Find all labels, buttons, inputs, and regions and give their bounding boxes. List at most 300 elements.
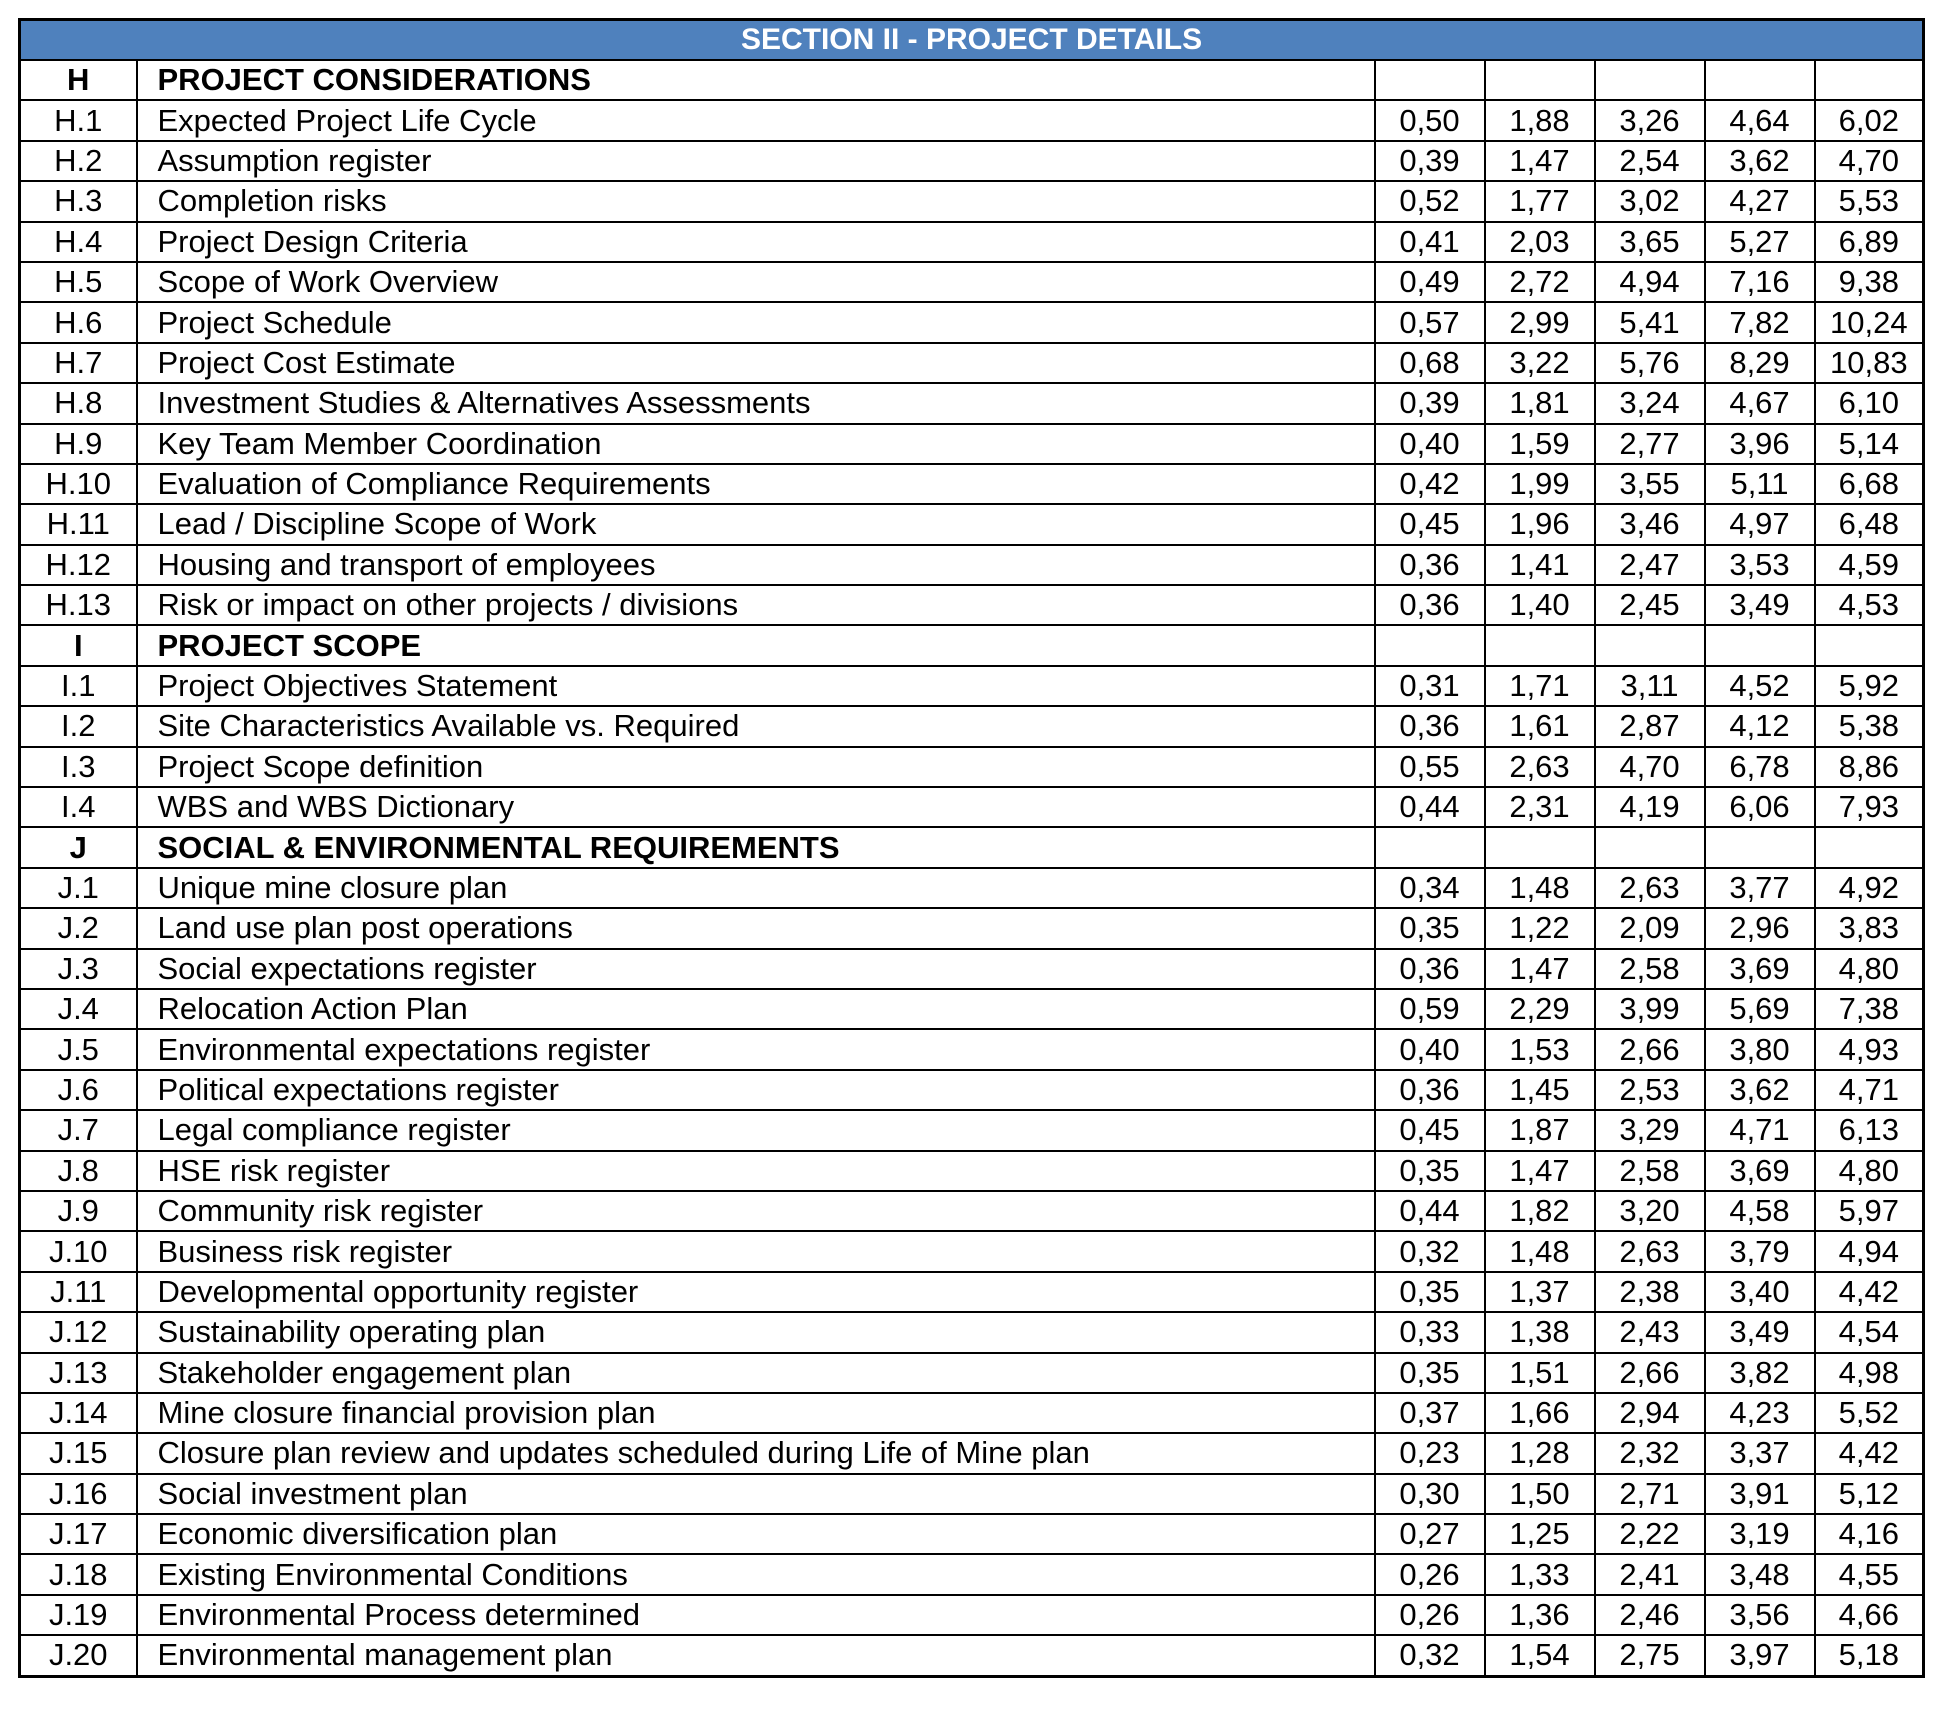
item-code: H.3	[20, 181, 137, 221]
table-row	[20, 100, 1924, 140]
value-cell-1: 0,27	[1375, 1514, 1485, 1554]
item-description: Environmental expectations register	[137, 1029, 1375, 1069]
value-cell-3: 2,47	[1595, 545, 1705, 585]
value-cell-2: 1,77	[1485, 181, 1595, 221]
item-code: J.4	[20, 989, 137, 1029]
value-cell-3: 3,99	[1595, 989, 1705, 1029]
value-cell-4: 4,58	[1705, 1191, 1815, 1231]
table-row	[20, 1231, 1924, 1271]
value-cell-1: 0,32	[1375, 1231, 1485, 1271]
item-description: Assumption register	[137, 141, 1375, 181]
item-code: J.20	[20, 1635, 137, 1676]
value-cell-5: 4,92	[1815, 868, 1924, 908]
table-row	[20, 464, 1924, 504]
value-cell-3: 3,29	[1595, 1110, 1705, 1150]
value-cell-4: 3,49	[1705, 585, 1815, 625]
table-row	[20, 1353, 1924, 1393]
value-cell-2: 1,38	[1485, 1312, 1595, 1352]
value-cell-4: 3,49	[1705, 1312, 1815, 1352]
item-description: Environmental Process determined	[137, 1595, 1375, 1635]
value-cell-2: 1,28	[1485, 1433, 1595, 1473]
item-code: H.7	[20, 343, 137, 383]
table-row	[20, 1474, 1924, 1514]
value-cell-2: 1,51	[1485, 1353, 1595, 1393]
value-cell-4: 4,67	[1705, 383, 1815, 423]
section-title-label: PROJECT CONSIDERATIONS	[137, 60, 1375, 100]
item-code: H.6	[20, 302, 137, 342]
value-cell-5: 4,80	[1815, 949, 1924, 989]
value-cell-2	[1485, 827, 1595, 867]
value-cell-2: 2,29	[1485, 989, 1595, 1029]
table-row	[20, 949, 1924, 989]
value-cell-2: 1,22	[1485, 908, 1595, 948]
value-cell-4: 4,23	[1705, 1393, 1815, 1433]
value-cell-3: 3,65	[1595, 222, 1705, 262]
table-row	[20, 787, 1924, 827]
item-description: Social expectations register	[137, 949, 1375, 989]
item-description: Environmental management plan	[137, 1635, 1375, 1676]
value-cell-1: 0,59	[1375, 989, 1485, 1029]
value-cell-5: 7,93	[1815, 787, 1924, 827]
value-cell-3: 2,38	[1595, 1272, 1705, 1312]
value-cell-1: 0,36	[1375, 706, 1485, 746]
value-cell-1: 0,44	[1375, 1191, 1485, 1231]
table-row	[20, 1514, 1924, 1554]
value-cell-4: 5,69	[1705, 989, 1815, 1029]
value-cell-2: 2,72	[1485, 262, 1595, 302]
value-cell-5: 5,38	[1815, 706, 1924, 746]
value-cell-3: 2,54	[1595, 141, 1705, 181]
value-cell-2: 1,87	[1485, 1110, 1595, 1150]
value-cell-5: 4,71	[1815, 1070, 1924, 1110]
item-code: H.1	[20, 100, 137, 140]
value-cell-4	[1705, 625, 1815, 665]
value-cell-5: 4,54	[1815, 1312, 1924, 1352]
item-description: Existing Environmental Conditions	[137, 1554, 1375, 1594]
value-cell-3: 2,53	[1595, 1070, 1705, 1110]
value-cell-2: 1,45	[1485, 1070, 1595, 1110]
value-cell-5: 6,89	[1815, 222, 1924, 262]
value-cell-4: 3,56	[1705, 1595, 1815, 1635]
value-cell-1: 0,23	[1375, 1433, 1485, 1473]
value-cell-4: 3,69	[1705, 1151, 1815, 1191]
item-description: Developmental opportunity register	[137, 1272, 1375, 1312]
value-cell-1: 0,35	[1375, 1353, 1485, 1393]
value-cell-3: 2,71	[1595, 1474, 1705, 1514]
section-title-label: PROJECT SCOPE	[137, 625, 1375, 665]
value-cell-2: 1,25	[1485, 1514, 1595, 1554]
section-code: I	[20, 625, 137, 665]
item-description: Investment Studies & Alternatives Assessments	[137, 383, 1375, 423]
value-cell-3: 2,77	[1595, 424, 1705, 464]
item-code: J.18	[20, 1554, 137, 1594]
value-cell-2: 1,71	[1485, 666, 1595, 706]
table-row	[20, 222, 1924, 262]
table-row	[20, 585, 1924, 625]
project-details-table	[18, 18, 1925, 1678]
value-cell-3: 4,70	[1595, 747, 1705, 787]
value-cell-4: 7,16	[1705, 262, 1815, 302]
value-cell-5: 4,70	[1815, 141, 1924, 181]
item-description: Project Design Criteria	[137, 222, 1375, 262]
value-cell-2: 1,48	[1485, 1231, 1595, 1271]
value-cell-5: 9,38	[1815, 262, 1924, 302]
item-description: Stakeholder engagement plan	[137, 1353, 1375, 1393]
item-description: Key Team Member Coordination	[137, 424, 1375, 464]
table-row	[20, 424, 1924, 464]
item-code: I.4	[20, 787, 137, 827]
value-cell-2: 1,96	[1485, 504, 1595, 544]
value-cell-1: 0,36	[1375, 585, 1485, 625]
value-cell-5: 4,42	[1815, 1433, 1924, 1473]
value-cell-4: 3,96	[1705, 424, 1815, 464]
value-cell-1: 0,57	[1375, 302, 1485, 342]
section-header-row	[20, 625, 1924, 665]
item-code: H.4	[20, 222, 137, 262]
item-description: Project Cost Estimate	[137, 343, 1375, 383]
value-cell-1: 0,55	[1375, 747, 1485, 787]
item-description: Housing and transport of employees	[137, 545, 1375, 585]
value-cell-1	[1375, 625, 1485, 665]
value-cell-5	[1815, 827, 1924, 867]
value-cell-5: 4,93	[1815, 1029, 1924, 1069]
value-cell-5: 6,68	[1815, 464, 1924, 504]
value-cell-3	[1595, 827, 1705, 867]
item-code: I.1	[20, 666, 137, 706]
table-row	[20, 545, 1924, 585]
table-row	[20, 1433, 1924, 1473]
item-description: Project Objectives Statement	[137, 666, 1375, 706]
value-cell-3: 2,22	[1595, 1514, 1705, 1554]
value-cell-2: 1,47	[1485, 1151, 1595, 1191]
value-cell-2: 1,47	[1485, 141, 1595, 181]
item-code: H.2	[20, 141, 137, 181]
value-cell-4: 3,77	[1705, 868, 1815, 908]
section-header-row	[20, 60, 1924, 100]
table-row	[20, 908, 1924, 948]
value-cell-5: 5,14	[1815, 424, 1924, 464]
value-cell-2: 1,40	[1485, 585, 1595, 625]
value-cell-2: 1,47	[1485, 949, 1595, 989]
value-cell-1: 0,40	[1375, 424, 1485, 464]
value-cell-1: 0,52	[1375, 181, 1485, 221]
value-cell-5: 4,42	[1815, 1272, 1924, 1312]
value-cell-1: 0,45	[1375, 1110, 1485, 1150]
value-cell-3: 2,43	[1595, 1312, 1705, 1352]
section-header-row	[20, 827, 1924, 867]
item-code: H.12	[20, 545, 137, 585]
item-code: J.8	[20, 1151, 137, 1191]
value-cell-3: 3,26	[1595, 100, 1705, 140]
value-cell-3: 2,32	[1595, 1433, 1705, 1473]
item-code: J.9	[20, 1191, 137, 1231]
value-cell-5: 5,53	[1815, 181, 1924, 221]
value-cell-5: 4,94	[1815, 1231, 1924, 1271]
value-cell-3: 2,41	[1595, 1554, 1705, 1594]
value-cell-2: 2,99	[1485, 302, 1595, 342]
value-cell-1: 0,37	[1375, 1393, 1485, 1433]
value-cell-1: 0,49	[1375, 262, 1485, 302]
value-cell-3: 3,24	[1595, 383, 1705, 423]
value-cell-2: 1,33	[1485, 1554, 1595, 1594]
value-cell-1: 0,34	[1375, 868, 1485, 908]
value-cell-3: 2,46	[1595, 1595, 1705, 1635]
value-cell-4	[1705, 60, 1815, 100]
table-row	[20, 1595, 1924, 1635]
value-cell-4: 4,71	[1705, 1110, 1815, 1150]
value-cell-5	[1815, 60, 1924, 100]
item-description: Legal compliance register	[137, 1110, 1375, 1150]
value-cell-5: 7,38	[1815, 989, 1924, 1029]
item-code: J.5	[20, 1029, 137, 1069]
value-cell-1: 0,39	[1375, 383, 1485, 423]
table-row	[20, 504, 1924, 544]
item-code: J.19	[20, 1595, 137, 1635]
value-cell-3: 3,02	[1595, 181, 1705, 221]
value-cell-3: 2,58	[1595, 949, 1705, 989]
item-code: J.16	[20, 1474, 137, 1514]
value-cell-1: 0,33	[1375, 1312, 1485, 1352]
value-cell-3: 2,63	[1595, 868, 1705, 908]
value-cell-3	[1595, 60, 1705, 100]
value-cell-4: 3,19	[1705, 1514, 1815, 1554]
value-cell-3: 2,87	[1595, 706, 1705, 746]
value-cell-4: 3,82	[1705, 1353, 1815, 1393]
item-description: Business risk register	[137, 1231, 1375, 1271]
value-cell-5: 4,80	[1815, 1151, 1924, 1191]
item-code: J.10	[20, 1231, 137, 1271]
value-cell-4: 2,96	[1705, 908, 1815, 948]
table-row	[20, 1151, 1924, 1191]
value-cell-2: 1,61	[1485, 706, 1595, 746]
value-cell-3: 5,76	[1595, 343, 1705, 383]
value-cell-4: 3,69	[1705, 949, 1815, 989]
item-description: Political expectations register	[137, 1070, 1375, 1110]
value-cell-4: 6,06	[1705, 787, 1815, 827]
value-cell-2: 1,66	[1485, 1393, 1595, 1433]
value-cell-2: 2,03	[1485, 222, 1595, 262]
value-cell-3: 2,75	[1595, 1635, 1705, 1676]
value-cell-4: 3,91	[1705, 1474, 1815, 1514]
item-code: J.6	[20, 1070, 137, 1110]
value-cell-1	[1375, 60, 1485, 100]
table-row	[20, 141, 1924, 181]
value-cell-3: 5,41	[1595, 302, 1705, 342]
value-cell-1: 0,26	[1375, 1554, 1485, 1594]
value-cell-4: 3,40	[1705, 1272, 1815, 1312]
value-cell-1: 0,36	[1375, 949, 1485, 989]
value-cell-2: 1,54	[1485, 1635, 1595, 1676]
value-cell-1: 0,44	[1375, 787, 1485, 827]
value-cell-3: 4,94	[1595, 262, 1705, 302]
value-cell-2: 1,36	[1485, 1595, 1595, 1635]
value-cell-3: 2,58	[1595, 1151, 1705, 1191]
value-cell-5: 4,98	[1815, 1353, 1924, 1393]
value-cell-2: 1,88	[1485, 100, 1595, 140]
item-description: Lead / Discipline Scope of Work	[137, 504, 1375, 544]
value-cell-1: 0,36	[1375, 545, 1485, 585]
table-row	[20, 1070, 1924, 1110]
section-title-label: SOCIAL & ENVIRONMENTAL REQUIREMENTS	[137, 827, 1375, 867]
value-cell-4: 5,27	[1705, 222, 1815, 262]
value-cell-3	[1595, 625, 1705, 665]
value-cell-1: 0,45	[1375, 504, 1485, 544]
value-cell-2: 1,59	[1485, 424, 1595, 464]
value-cell-5: 5,97	[1815, 1191, 1924, 1231]
value-cell-2: 1,82	[1485, 1191, 1595, 1231]
item-description: Unique mine closure plan	[137, 868, 1375, 908]
value-cell-4: 4,52	[1705, 666, 1815, 706]
item-code: J.3	[20, 949, 137, 989]
value-cell-5: 4,53	[1815, 585, 1924, 625]
value-cell-4	[1705, 827, 1815, 867]
value-cell-4: 3,62	[1705, 1070, 1815, 1110]
table-row	[20, 1191, 1924, 1231]
item-description: Expected Project Life Cycle	[137, 100, 1375, 140]
value-cell-5: 8,86	[1815, 747, 1924, 787]
table-row	[20, 383, 1924, 423]
value-cell-2: 1,37	[1485, 1272, 1595, 1312]
table-row	[20, 262, 1924, 302]
value-cell-5: 6,10	[1815, 383, 1924, 423]
value-cell-4: 6,78	[1705, 747, 1815, 787]
item-description: Completion risks	[137, 181, 1375, 221]
value-cell-5: 4,16	[1815, 1514, 1924, 1554]
value-cell-2: 2,63	[1485, 747, 1595, 787]
value-cell-5: 4,59	[1815, 545, 1924, 585]
value-cell-2: 1,81	[1485, 383, 1595, 423]
value-cell-2: 3,22	[1485, 343, 1595, 383]
value-cell-1: 0,39	[1375, 141, 1485, 181]
title-row	[20, 20, 1924, 61]
table-row	[20, 181, 1924, 221]
value-cell-1: 0,35	[1375, 1151, 1485, 1191]
item-description: Community risk register	[137, 1191, 1375, 1231]
item-description: Evaluation of Compliance Requirements	[137, 464, 1375, 504]
item-code: J.15	[20, 1433, 137, 1473]
item-code: J.7	[20, 1110, 137, 1150]
value-cell-5	[1815, 625, 1924, 665]
value-cell-5: 5,92	[1815, 666, 1924, 706]
table-body	[20, 20, 1924, 1677]
value-cell-1: 0,31	[1375, 666, 1485, 706]
item-description: Relocation Action Plan	[137, 989, 1375, 1029]
value-cell-4: 4,12	[1705, 706, 1815, 746]
item-description: Site Characteristics Available vs. Required	[137, 706, 1375, 746]
item-description: Project Scope definition	[137, 747, 1375, 787]
item-code: J.1	[20, 868, 137, 908]
item-code: H.13	[20, 585, 137, 625]
value-cell-2: 1,53	[1485, 1029, 1595, 1069]
value-cell-1: 0,68	[1375, 343, 1485, 383]
value-cell-4: 3,97	[1705, 1635, 1815, 1676]
table-row	[20, 666, 1924, 706]
item-code: H.10	[20, 464, 137, 504]
item-code: H.5	[20, 262, 137, 302]
value-cell-1: 0,26	[1375, 1595, 1485, 1635]
table-row	[20, 1554, 1924, 1594]
item-description: Scope of Work Overview	[137, 262, 1375, 302]
section-code: H	[20, 60, 137, 100]
value-cell-1: 0,40	[1375, 1029, 1485, 1069]
value-cell-2: 1,48	[1485, 868, 1595, 908]
table-row	[20, 1393, 1924, 1433]
item-description: Sustainability operating plan	[137, 1312, 1375, 1352]
value-cell-2: 1,41	[1485, 545, 1595, 585]
item-code: H.11	[20, 504, 137, 544]
value-cell-4: 4,27	[1705, 181, 1815, 221]
item-code: J.2	[20, 908, 137, 948]
value-cell-3: 2,66	[1595, 1029, 1705, 1069]
value-cell-3: 3,11	[1595, 666, 1705, 706]
value-cell-2	[1485, 625, 1595, 665]
item-code: J.13	[20, 1353, 137, 1393]
item-description: Social investment plan	[137, 1474, 1375, 1514]
item-description: Risk or impact on other projects / divisions	[137, 585, 1375, 625]
table-row	[20, 868, 1924, 908]
item-description: Project Schedule	[137, 302, 1375, 342]
value-cell-1	[1375, 827, 1485, 867]
item-description: Closure plan review and updates scheduled during Life of Mine plan	[137, 1433, 1375, 1473]
table-row	[20, 706, 1924, 746]
value-cell-5: 10,83	[1815, 343, 1924, 383]
value-cell-2: 1,99	[1485, 464, 1595, 504]
item-code: J.14	[20, 1393, 137, 1433]
item-code: J.17	[20, 1514, 137, 1554]
value-cell-1: 0,35	[1375, 908, 1485, 948]
item-description: WBS and WBS Dictionary	[137, 787, 1375, 827]
item-code: H.8	[20, 383, 137, 423]
value-cell-4: 7,82	[1705, 302, 1815, 342]
value-cell-4: 8,29	[1705, 343, 1815, 383]
value-cell-5: 6,02	[1815, 100, 1924, 140]
table-row	[20, 1272, 1924, 1312]
value-cell-3: 2,63	[1595, 1231, 1705, 1271]
value-cell-3: 2,45	[1595, 585, 1705, 625]
value-cell-5: 5,52	[1815, 1393, 1924, 1433]
value-cell-1: 0,42	[1375, 464, 1485, 504]
item-description: Land use plan post operations	[137, 908, 1375, 948]
value-cell-4: 3,53	[1705, 545, 1815, 585]
value-cell-1: 0,35	[1375, 1272, 1485, 1312]
value-cell-1: 0,41	[1375, 222, 1485, 262]
value-cell-3: 2,09	[1595, 908, 1705, 948]
value-cell-4: 5,11	[1705, 464, 1815, 504]
value-cell-3: 3,20	[1595, 1191, 1705, 1231]
table-row	[20, 1635, 1924, 1676]
value-cell-2: 1,50	[1485, 1474, 1595, 1514]
value-cell-3: 2,94	[1595, 1393, 1705, 1433]
item-code: J.11	[20, 1272, 137, 1312]
item-description: HSE risk register	[137, 1151, 1375, 1191]
table-row	[20, 1312, 1924, 1352]
value-cell-5: 6,13	[1815, 1110, 1924, 1150]
value-cell-4: 4,97	[1705, 504, 1815, 544]
value-cell-3: 3,46	[1595, 504, 1705, 544]
value-cell-5: 3,83	[1815, 908, 1924, 948]
item-description: Economic diversification plan	[137, 1514, 1375, 1554]
table-row	[20, 747, 1924, 787]
table-row	[20, 302, 1924, 342]
value-cell-1: 0,36	[1375, 1070, 1485, 1110]
value-cell-3: 2,66	[1595, 1353, 1705, 1393]
value-cell-2	[1485, 60, 1595, 100]
value-cell-5: 10,24	[1815, 302, 1924, 342]
value-cell-5: 4,66	[1815, 1595, 1924, 1635]
table-row	[20, 989, 1924, 1029]
value-cell-3: 4,19	[1595, 787, 1705, 827]
value-cell-1: 0,30	[1375, 1474, 1485, 1514]
